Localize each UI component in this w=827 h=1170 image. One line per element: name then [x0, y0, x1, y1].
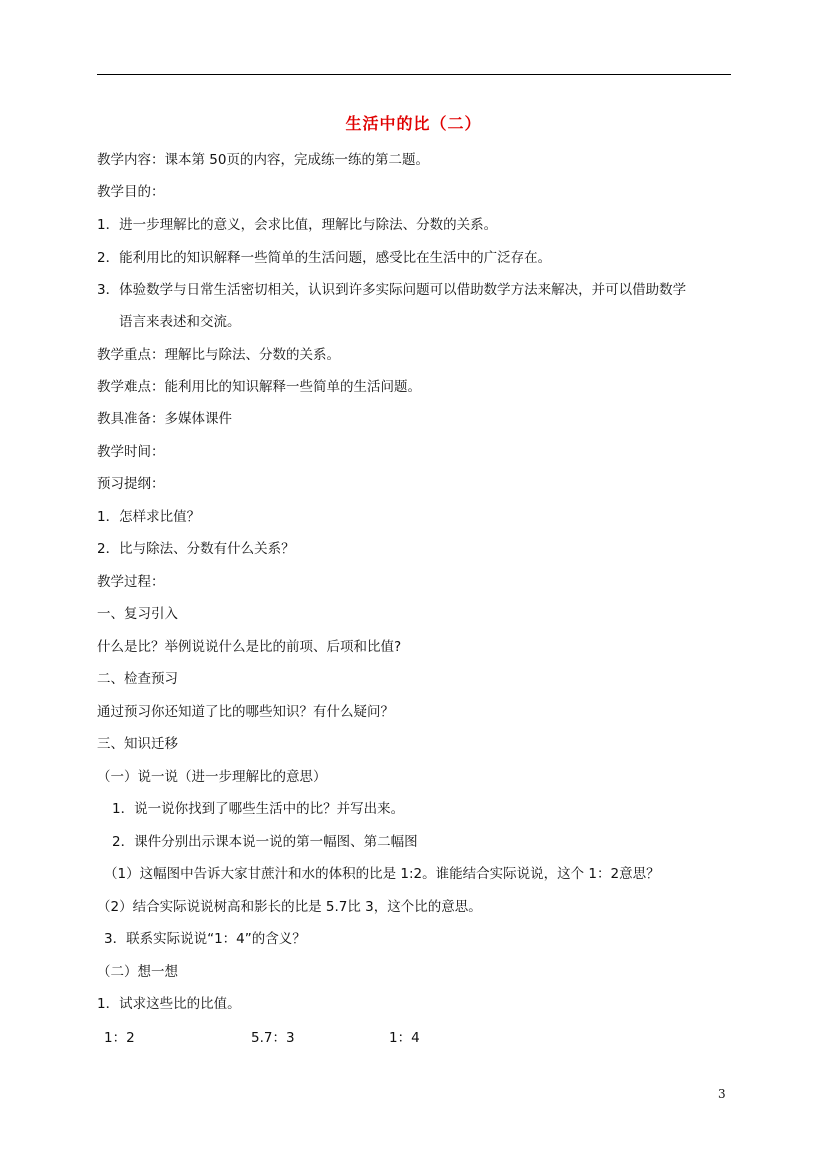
ratio-item: 1：4 — [389, 1030, 420, 1046]
ratio-item: 1：2 — [104, 1030, 135, 1046]
subsection-1-item-2-sub-2: （2）结合实际说说树高和影长的比是 5.7比 3，这个比的意思。 — [97, 899, 482, 915]
goal-item-2: 2．能利用比的知识解释一些简单的生活问题，感受比在生活中的广泛存在。 — [97, 250, 552, 266]
teaching-time: 教学时间： — [97, 444, 165, 460]
preview-outline-heading: 预习提纲： — [97, 476, 165, 492]
section-3-heading: 三、知识迁移 — [97, 736, 178, 752]
goal-item-3-continuation: 语言来表述和交流。 — [119, 314, 241, 330]
preview-item-1: 1．怎样求比值？ — [97, 509, 201, 525]
goal-item-3: 3．体验数学与日常生活密切相关，认识到许多实际问题可以借助数学方法来解决，并可以借助数学 — [97, 282, 687, 298]
section-2-heading: 二、检查预习 — [97, 671, 178, 687]
teaching-goal-heading: 教学目的： — [97, 184, 165, 200]
subsection-1-item-1: 1．说一说你找到了哪些生活中的比？并写出来。 — [112, 801, 405, 817]
teaching-content-line: 教学内容：课本第 50页的内容，完成练一练的第二题。 — [97, 152, 429, 168]
subsection-1-heading: （一）说一说（进一步理解比的意思） — [97, 769, 327, 785]
goal-item-1: 1．进一步理解比的意义，会求比值，理解比与除法、分数的关系。 — [97, 217, 498, 233]
subsection-2-item-1: 1．试求这些比的比值。 — [97, 996, 241, 1012]
teaching-process-heading: 教学过程： — [97, 574, 165, 590]
ratio-item: 5.7：3 — [251, 1030, 295, 1046]
section-1-question: 什么是比？举例说说什么是比的前项、后项和比值? — [97, 639, 402, 655]
subsection-1-item-2-sub-1: （1）这幅图中告诉大家甘蔗汁和水的体积的比是 1:2。谁能结合实际说说，这个 1：2意思？ — [104, 866, 660, 882]
header-rule — [97, 74, 731, 75]
preview-item-2: 2．比与除法、分数有什么关系？ — [97, 541, 295, 557]
teaching-difficulty: 教学难点：能利用比的知识解释一些简单的生活问题。 — [97, 379, 421, 395]
teaching-key-point: 教学重点：理解比与除法、分数的关系。 — [97, 347, 340, 363]
subsection-1-item-3: 3．联系实际说说“1：4”的含义？ — [104, 931, 306, 947]
section-2-question: 通过预习你还知道了比的哪些知识？有什么疑问？ — [97, 704, 394, 720]
document-title: 生活中的比（二） — [345, 114, 482, 133]
subsection-1-item-2: 2．课件分别出示课本说一说的第一幅图、第二幅图 — [112, 834, 418, 850]
section-1-heading: 一、复习引入 — [97, 606, 178, 622]
teaching-tools: 教具准备：多媒体课件 — [97, 411, 232, 427]
subsection-2-heading: （二）想一想 — [97, 964, 178, 980]
page-number: 3 — [718, 1087, 726, 1101]
